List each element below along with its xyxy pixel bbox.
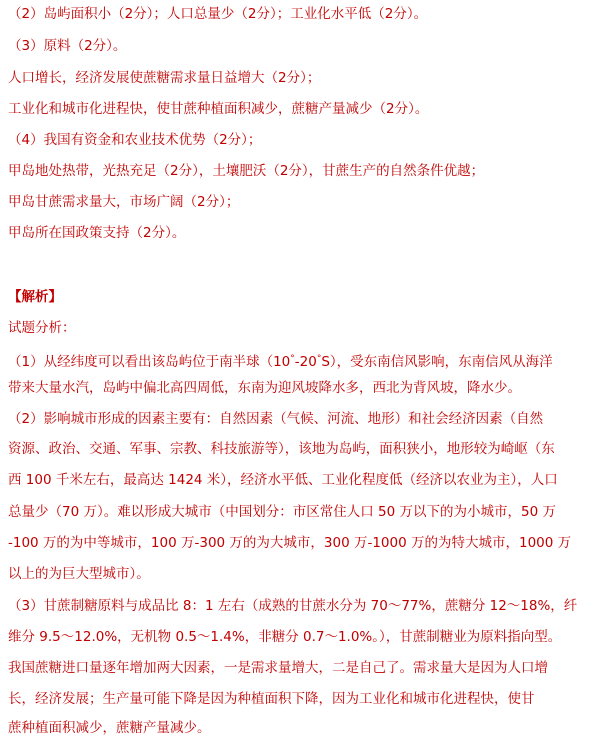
analysis-p3-line3: 我国蔗糖进口量逐年增加两大因素，一是需求量增大，二是自己了。需求量大是因为人口增: [8, 660, 548, 676]
answer-line-3: （3）原料（2分）。: [8, 38, 127, 54]
analysis-heading: 【解析】: [8, 289, 62, 305]
analysis-p3-line4: 长，经济发展；生产量可能下降是因为种植面积下降，因为工业化和城市化进程快，使甘: [8, 691, 535, 707]
answer-line-3b: 工业化和城市化进程快，使甘蔗种植面积减少，蔗糖产量减少（2分）。: [8, 101, 429, 117]
analysis-p2-line4: 总量少（70 万）。难以形成大城市（中国划分：市区常住人口 50 万以下的为小城市，50 万: [8, 504, 556, 520]
degree-sup-1: °: [290, 354, 295, 364]
analysis-p2-line5: -100 万的为中等城市，100 万-300 万的为大城市，300 万-1000 万的为特大城市，1000 万: [8, 535, 572, 551]
answer-line-4: （4）我国有资金和农业技术优势（2分）；: [8, 132, 262, 148]
answer-line-4b: 甲岛甘蔗需求量大，市场广阔（2分）；: [8, 194, 240, 210]
analysis-p3-line1: （3）甘蔗制糖原料与成品比 8：1 左右（成熟的甘蔗水分为 70～77%，蔗糖分 12～18%，纤: [8, 598, 578, 614]
analysis-p2-line2: 资源、政治、交通、军事、宗教、科技旅游等），该地为岛屿，面积狭小，地形较为崎岖（东: [8, 441, 555, 457]
answer-line-2: （2）岛屿面积小（2分）；人口总量少（2分）；工业化水平低（2分）。: [8, 6, 428, 22]
analysis-p1-line1: [8, 349, 553, 369]
degree-sup-2: °: [316, 354, 322, 364]
analysis-p3-line5: 蔗种植面积减少，蔗糖产量减少。: [8, 720, 211, 736]
answer-line-4a: 甲岛地处热带，光热充足（2分），土壤肥沃（2分），甘蔗生产的自然条件优越；: [8, 163, 485, 179]
answer-line-3a: 人口增长，经济发展使蔗糖需求量日益增大（2分）；: [8, 70, 321, 86]
analysis-p2-line1: （2）影响城市形成的因素主要有：自然因素（气候、河流、地形）和社会经济因素（自然: [8, 411, 544, 427]
analysis-p3-line2: 维分 9.5～12.0%，无机物 0.5～1.4%，非糖分 0.7～1.0%。），甘蔗制糖业为原料指向型。: [8, 629, 562, 645]
analysis-intro: 试题分析：: [8, 320, 76, 336]
p1-text-a: （1）从经纬度可以看出该岛屿位于南半球（10: [8, 354, 291, 370]
analysis-p2-line6: 以上的为巨大型城市）。: [8, 566, 150, 582]
p1-text-b: -20: [294, 354, 317, 370]
p1-text-c: S），受东南信风影响，东南信风从海洋: [321, 354, 553, 370]
answer-line-4c: 甲岛所在国政策支持（2分）。: [8, 225, 186, 241]
analysis-p1-line2: 带来大量水汽，岛屿中偏北高四周低，东南为迎风坡降水多，西北为背风坡，降水少。: [8, 380, 521, 396]
analysis-p2-line3: 西 100 千米左右，最高达 1424 米），经济水平低、工业化程度低（经济以农业为主），人口: [8, 472, 558, 488]
